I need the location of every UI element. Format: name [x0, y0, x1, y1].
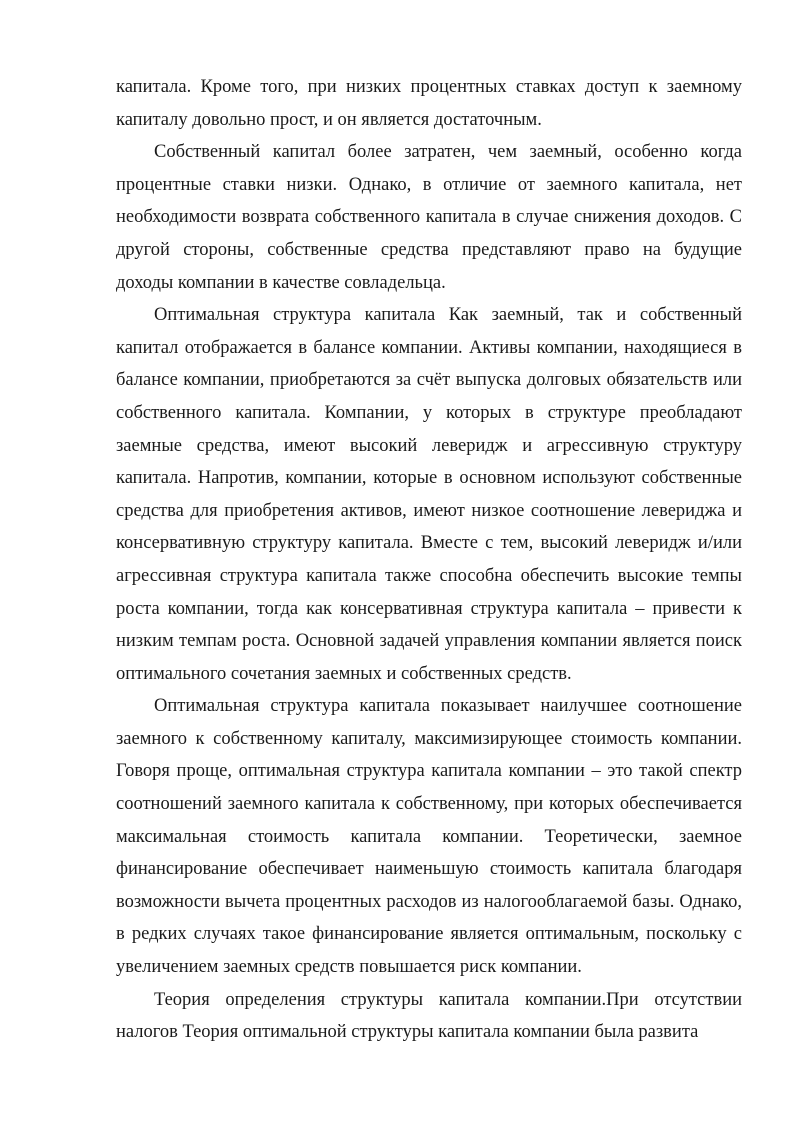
paragraph-5: Теория определения структуры капитала компании.При отсутствии налогов Теория оптимальной структуры капитала компании была развита [116, 989, 742, 1043]
paragraph-1: капитала. Кроме того, при низких процентных ставках доступ к заемному капиталу довольно прост, и он является достаточным. [116, 77, 742, 130]
paragraph-4: Оптимальная структура капитала показывает наилучшее соотношение заемного к собственному капиталу, максимизирующее стоимость компании. Говоря проще, оптимальная структура капитала компании – это такой спектр соотношений заемного капитала к собственному, при которых обеспечивается максимальная стоимость капитала компании. Теоретически, заемное финансирование обеспечивает наименьшую стоимость капитала благодаря возможности вычета процентных расходов из налогооблагаемой базы. Однако, в редких случаях такое финансирование является оптимальным, поскольку с увеличением заемных средств повышается риск компании. [116, 696, 742, 978]
paragraph-3: Оптимальная структура капитала Как заемный, так и собственный капитал отображается в балансе компании. Активы компании, находящиеся в балансе компании, приобретаются за счёт выпуска долговых обязательств или собственного капитала. Компании, у которых в структуре преобладают заемные средства, имеют высокий леверидж и агрессивную структуру капитала. Напротив, компании, которые в основном используют собственные средства для приобретения активов, имеют низкое соотношение левериджа и консервативную структуру капитала. Вместе с тем, высокий леверидж и/или агрессивная структура капитала также способна обеспечить высокие темпы роста компании, тогда как консервативная структура капитала – привести к низким темпам роста. Основной задачей управления компании является поиск оптимального сочетания заемных и собственных средств. [116, 305, 742, 684]
paragraph-2: Собственный капитал более затратен, чем заемный, особенно когда процентные ставки низки. Однако, в отличие от заемного капитала, нет необходимости возврата собственного капитала в случае снижения доходов. С другой стороны, собственные средства представляют право на будущие доходы компании в качестве совладельца. [116, 142, 742, 293]
document-body [116, 71, 742, 1049]
